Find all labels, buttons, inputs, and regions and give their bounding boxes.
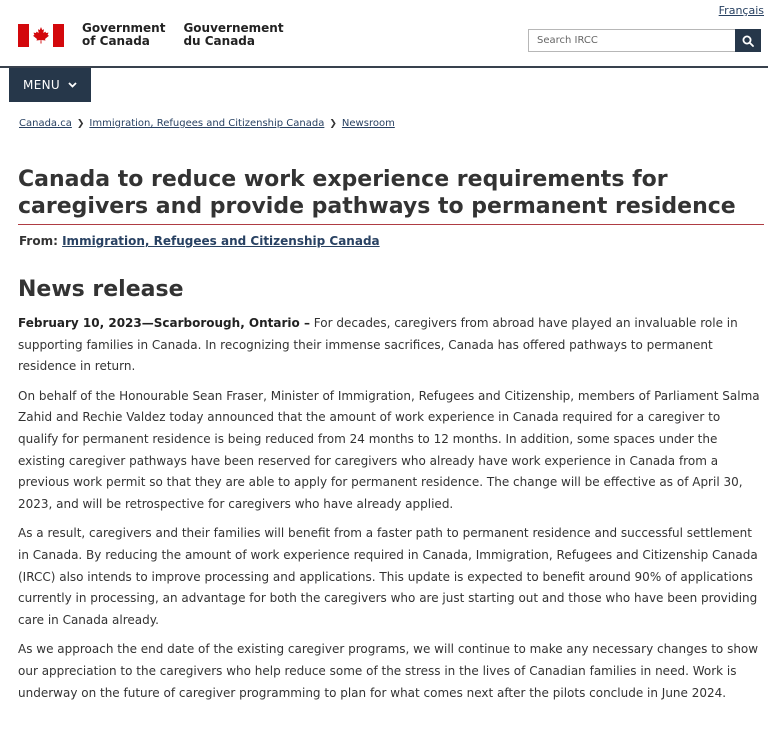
- breadcrumb-chevron-icon: ❯: [76, 118, 85, 129]
- from-department-link[interactable]: Immigration, Refugees and Citizenship Canada: [62, 234, 380, 248]
- menu-label: MENU: [23, 78, 60, 92]
- search-button[interactable]: [735, 29, 761, 52]
- signature-french: Gouvernement du Canada: [183, 21, 284, 48]
- breadcrumb: [19, 118, 395, 129]
- government-signature[interactable]: [18, 22, 302, 48]
- page-title: Canada to reduce work experience requirements for caregivers and provide pathways to permanent residence: [18, 166, 764, 225]
- signature-english: Government of Canada: [82, 21, 166, 48]
- dateline: February 10, 2023—Scarborough, Ontario –: [18, 316, 310, 330]
- header-divider: [0, 66, 768, 68]
- canada-flag-icon: [18, 24, 64, 47]
- paragraph-3: As a result, caregivers and their families will benefit from a faster path to permanent residence and successful settlement in Canada. By reducing the amount of work experience required in Canada, Immigration, Refugees and Citizenship Canada (IRCC) also intends to improve processing and applications. This update is expected to benefit around 90% of applications currently in processing, an advantage for both the caregivers who are just starting out and those who have been providing care in Canada already.: [18, 526, 758, 627]
- search-icon: [742, 35, 754, 47]
- paragraph-2: On behalf of the Honourable Sean Fraser, Minister of Immigration, Refugees and Citizenship, members of Parliament Salma Zahid and Rechie Valdez today announced that the amount of work experience in Canada required for a caregiver to qualify for permanent residence is being reduced from 24 months to 12 months. In addition, some spaces under the existing caregiver pathways have been reserved for caregivers who already have work experience in Canada from a previous work permit so that they are able to apply for permanent residence. The change will be effective as of April 30, 2023, and will be retrospective for caregivers who have already applied.: [18, 388, 760, 511]
- menu-button[interactable]: [9, 68, 91, 102]
- breadcrumb-link-newsroom[interactable]: Newsroom: [341, 118, 395, 129]
- language-toggle-link[interactable]: Français: [718, 4, 764, 17]
- section-heading: News release: [18, 277, 184, 302]
- search-input[interactable]: [528, 29, 735, 52]
- chevron-down-icon: [68, 82, 77, 88]
- paragraph-4: As we approach the end date of the existing caregiver programs, we will continue to make any necessary changes to show our appreciation to the caregivers who help reduce some of the stress in the lives of Canadian families in need. Work is underway on the future of caregiver programming to plan for what comes next after the pilots conclude in June 2024.: [18, 642, 759, 700]
- from-line: [19, 234, 380, 248]
- breadcrumb-link-canada[interactable]: Canada.ca: [19, 118, 72, 129]
- breadcrumb-link-ircc[interactable]: Immigration, Refugees and Citizenship Canada: [89, 118, 325, 129]
- paragraph-1: February 10, 2023—Scarborough, Ontario – For decades, caregivers from abroad have played an invaluable role in supporting families in Canada. In recognizing their immense sacrifices, Canada has offered pathways to permanent residence in return.: [18, 316, 738, 374]
- breadcrumb-chevron-icon: ❯: [329, 118, 337, 129]
- search-form: [528, 29, 761, 52]
- article-body: [18, 313, 764, 712]
- from-label: From:: [19, 234, 58, 248]
